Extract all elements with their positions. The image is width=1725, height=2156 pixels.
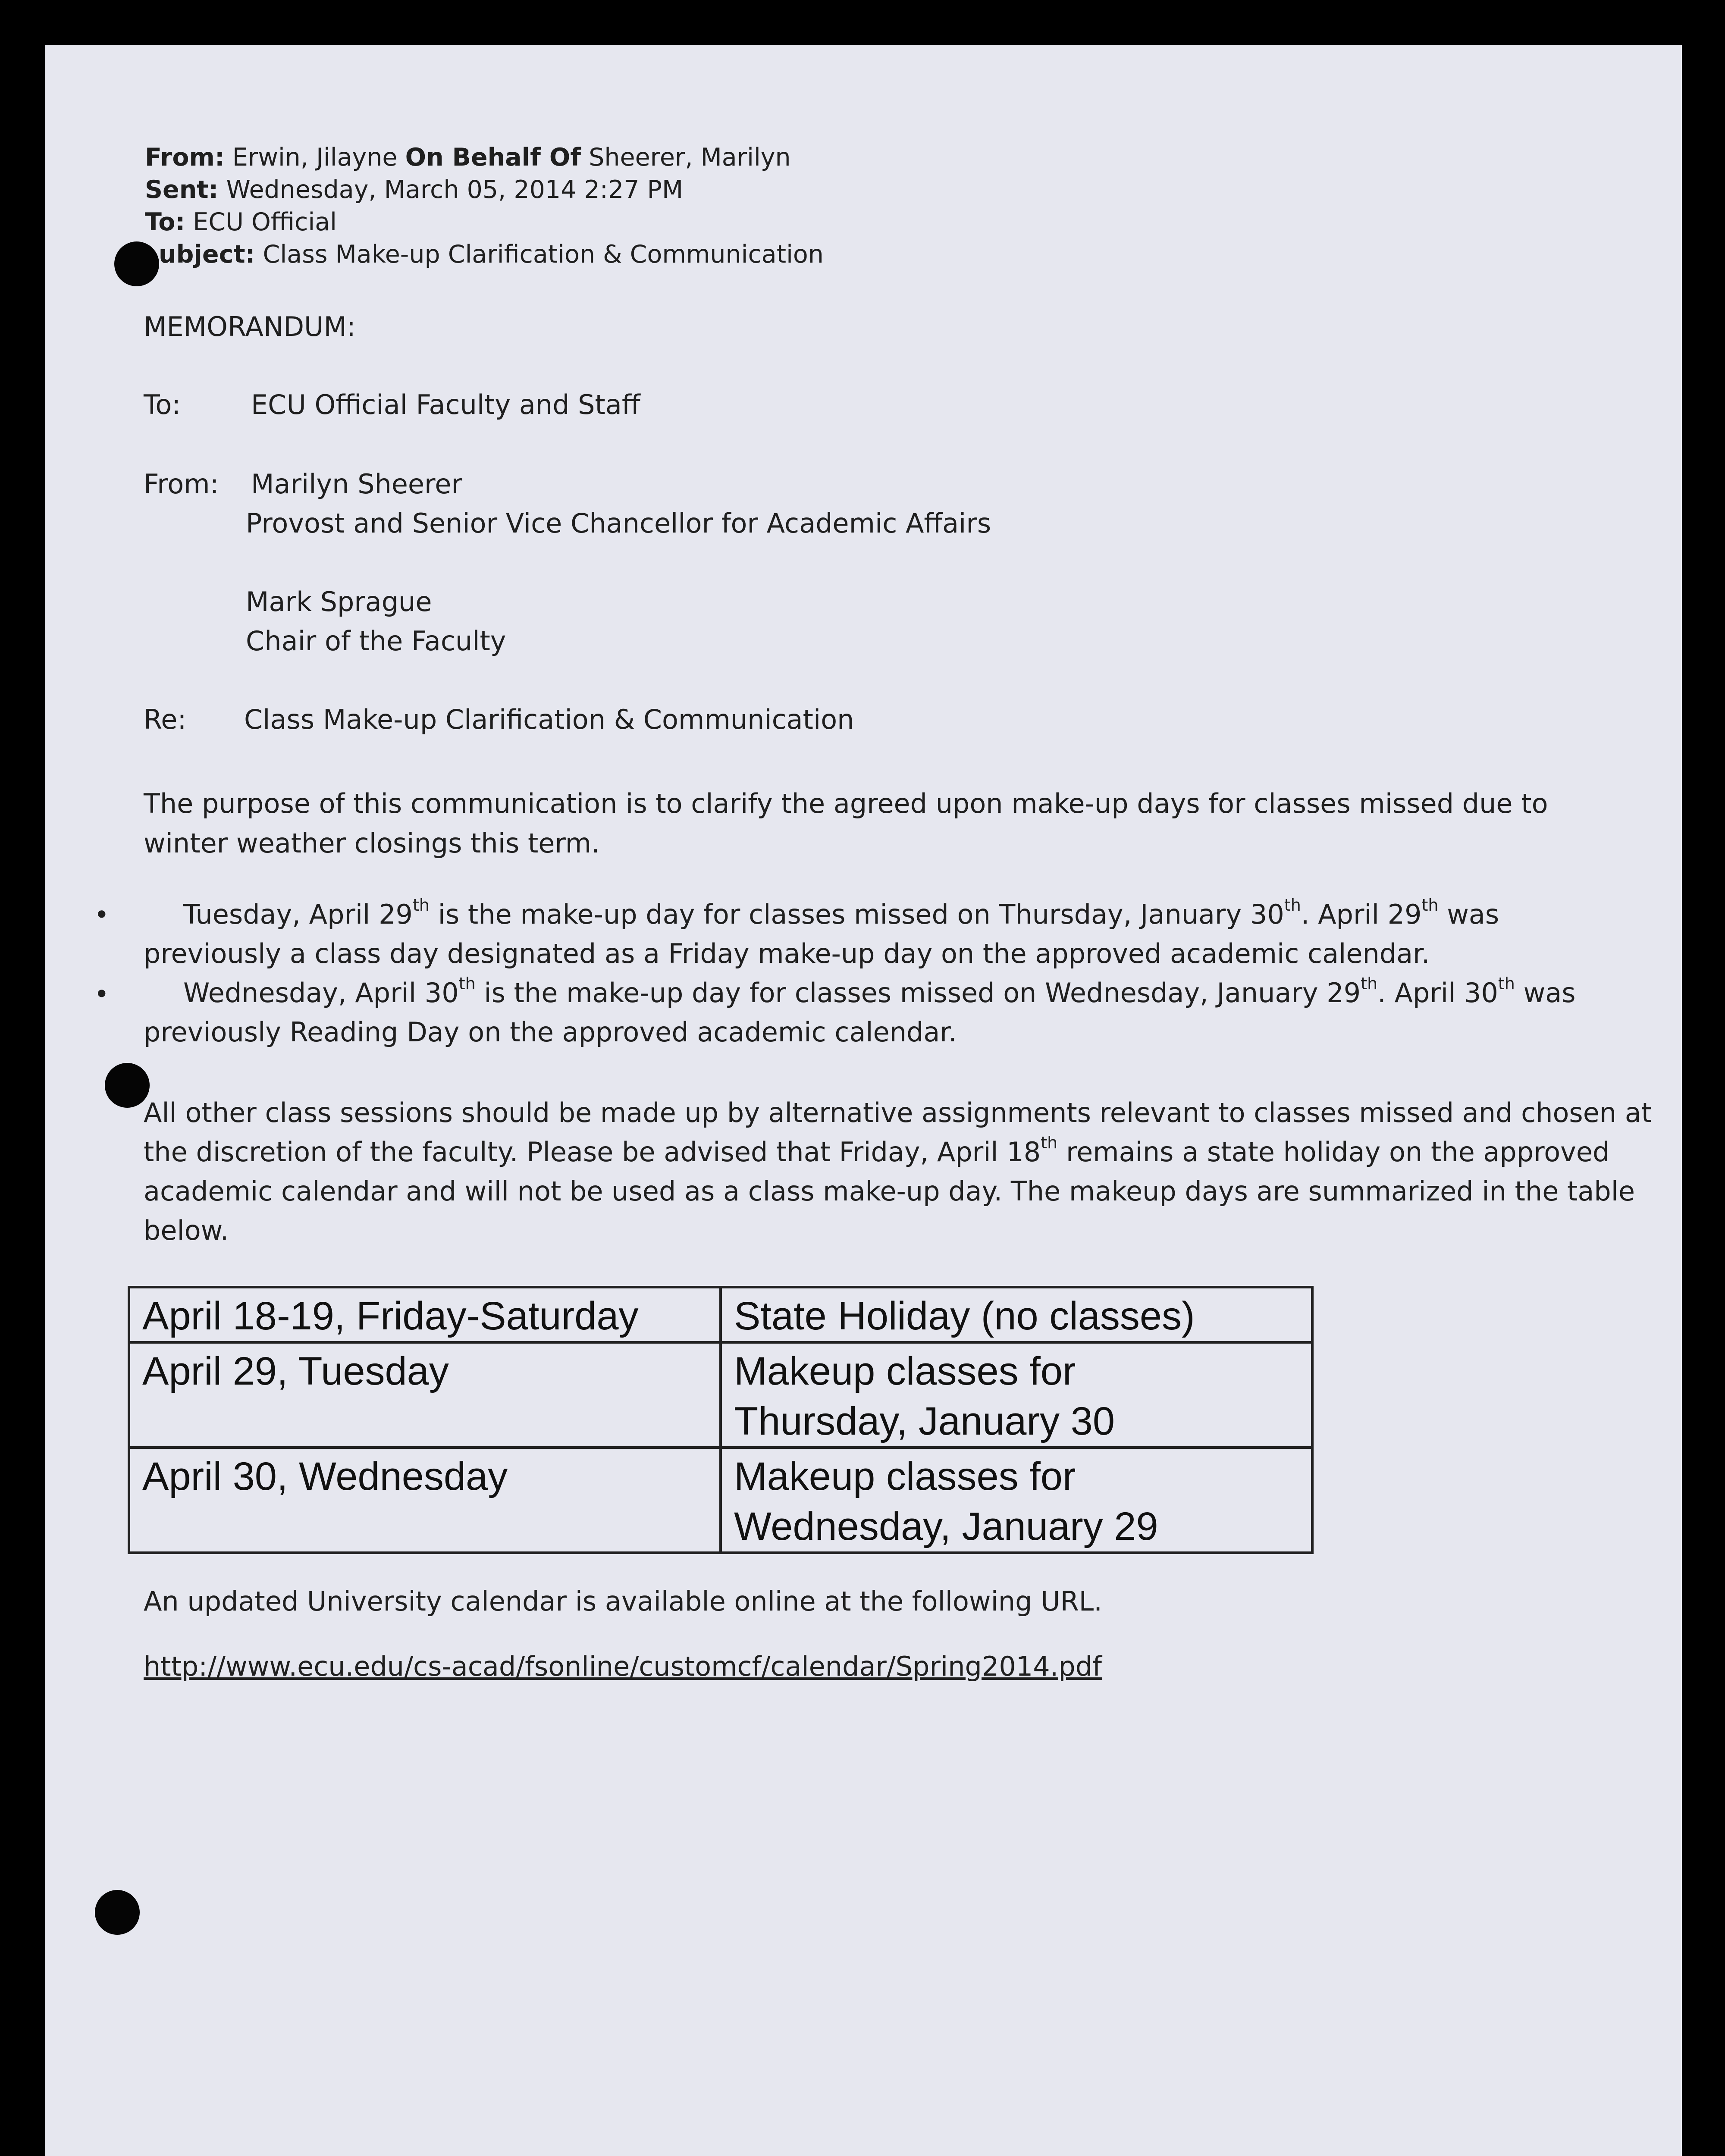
on-behalf-label: On Behalf Of	[405, 143, 581, 172]
intro-line-2: winter weather closings this term.	[144, 827, 600, 859]
bullet-2-text-b: is the make-up day for classes missed on Wednesday, January 29	[475, 977, 1361, 1009]
memo-re-label: Re:	[144, 704, 187, 735]
bullet-1-text-d: was	[1438, 899, 1499, 930]
bullet-2-line-2: previously Reading Day on the approved academic calendar.	[144, 1016, 957, 1048]
other-sessions-sup: th	[1041, 1133, 1058, 1152]
other-sessions-line-1: All other class sessions should be made up by alternative assignments relevant to classes missed and chosen at	[144, 1097, 1652, 1128]
table-row	[129, 1287, 1312, 1342]
calendar-url-link[interactable]: http://www.ecu.edu/cs-acad/fsonline/customcf/calendar/Spring2014.pdf	[144, 1651, 1102, 1682]
bullet-2-text-d: was	[1515, 977, 1576, 1009]
memo-from-title-1: Provost and Senior Vice Chancellor for Academic Affairs	[246, 508, 991, 539]
memo-from-title-2: Chair of the Faculty	[246, 625, 506, 657]
sent-label: Sent:	[145, 175, 219, 204]
intro-line-1: The purpose of this communication is to clarify the agreed upon make-up days for classes missed due to	[144, 788, 1548, 819]
punch-hole-top	[114, 241, 159, 286]
bullet-1-sup-c: th	[1421, 896, 1439, 915]
other-sessions-text-b: remains a state holiday on the approved	[1057, 1136, 1610, 1168]
other-sessions-text-a: the discretion of the faculty. Please be advised that Friday, April 18	[144, 1136, 1041, 1168]
memo-from-name-2: Mark Sprague	[246, 586, 432, 617]
memo-from-name-1: Marilyn Sheerer	[251, 468, 462, 500]
description-line-2: Wednesday, January 29	[734, 1504, 1158, 1548]
memo-heading: MEMORANDUM:	[144, 311, 356, 342]
table-cell-description	[721, 1342, 1312, 1448]
table-cell-date: April 18-19, Friday-Saturday	[129, 1287, 721, 1342]
table-cell-date: April 29, Tuesday	[129, 1342, 721, 1448]
to-value: ECU Official	[193, 208, 337, 236]
bullet-1-sup-a: th	[412, 896, 430, 915]
bullet-1-line-1	[183, 896, 1499, 930]
bullet-1-text-c: . April 29	[1301, 899, 1422, 930]
bullet-2-text-a: Wednesday, April 30	[183, 977, 459, 1009]
other-sessions-line-4: below.	[144, 1215, 229, 1246]
bullet-dot: •	[94, 979, 110, 1009]
description-line-1: State Holiday (no classes)	[734, 1294, 1195, 1338]
table-row	[129, 1342, 1312, 1448]
to-label: To:	[145, 208, 185, 236]
email-from-line	[145, 145, 791, 170]
other-sessions-line-3: academic calendar and will not be used as a class make-up day. The makeup days are summarized in the table	[144, 1175, 1635, 1207]
description-line-1: Makeup classes for	[734, 1454, 1076, 1498]
memo-from-label: From:	[144, 468, 219, 500]
bullet-2-text-c: . April 30	[1377, 977, 1498, 1009]
bullet-1-text-a: Tuesday, April 29	[183, 899, 413, 930]
calendar-note: An updated University calendar is available online at the following URL.	[144, 1586, 1102, 1617]
bullet-2-sup-a: th	[458, 974, 476, 993]
bullet-2-sup-b: th	[1361, 974, 1378, 993]
email-sent-line	[145, 175, 684, 204]
description-line-2: Thursday, January 30	[734, 1399, 1115, 1443]
on-behalf-value: Sheerer, Marilyn	[589, 143, 791, 172]
memo-to-value: ECU Official Faculty and Staff	[251, 389, 640, 420]
table-cell-date: April 30, Wednesday	[129, 1448, 721, 1553]
table-cell-description	[721, 1448, 1312, 1553]
punch-hole-middle	[105, 1063, 150, 1108]
memo-to-label: To:	[144, 389, 181, 420]
from-value: Erwin, Jilayne	[232, 143, 398, 172]
bullet-2-sup-c: th	[1498, 974, 1515, 993]
other-sessions-line-2	[144, 1133, 1610, 1168]
email-to-line	[145, 210, 337, 235]
punch-hole-bottom	[95, 1890, 140, 1935]
table-cell-description	[721, 1287, 1312, 1342]
table-row	[129, 1448, 1312, 1553]
bullet-2-line-1	[183, 974, 1576, 1009]
subject-value: Class Make-up Clarification & Communication	[263, 240, 824, 269]
makeup-days-table	[128, 1286, 1314, 1554]
memo-re-value: Class Make-up Clarification & Communication	[244, 704, 854, 735]
bullet-dot: •	[94, 900, 110, 930]
bullet-1-text-b: is the make-up day for classes missed on Thursday, January 30	[429, 899, 1284, 930]
sent-value: Wednesday, March 05, 2014 2:27 PM	[226, 175, 684, 204]
subject-label: ubject:	[159, 240, 255, 269]
bullet-1-sup-b: th	[1284, 896, 1301, 915]
description-line-1: Makeup classes for	[734, 1349, 1076, 1393]
bullet-1-line-2: previously a class day designated as a Friday make-up day on the approved academic calendar.	[144, 938, 1430, 969]
email-subject-line	[159, 242, 824, 267]
from-label: From:	[145, 143, 225, 172]
